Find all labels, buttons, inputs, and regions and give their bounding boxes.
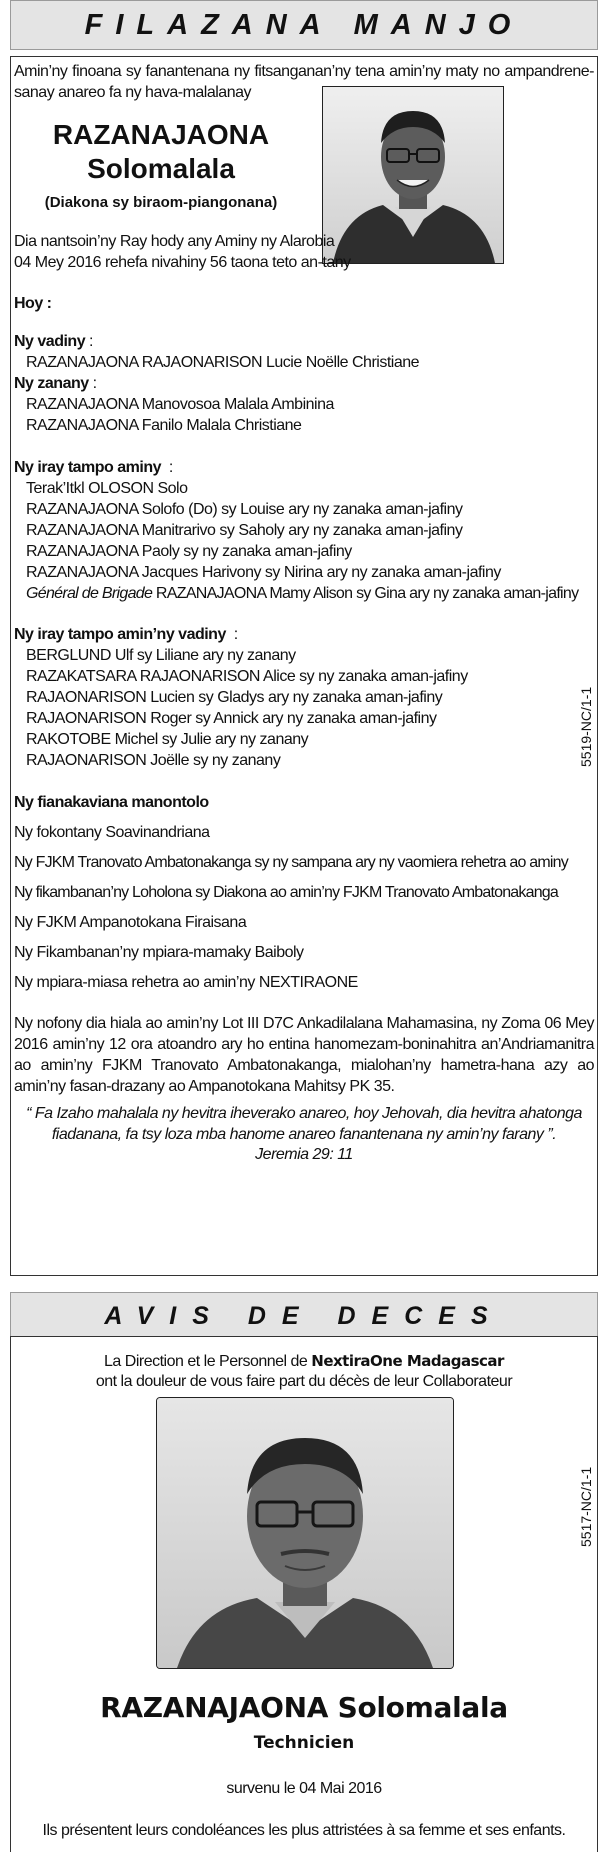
group-item: Ny fikambanan’ny Loholona sy Diakona ao amin’ny FJKM Tranovato Ambatonakanga <box>14 884 558 901</box>
notice1-header: FILAZANA MANJO <box>10 0 598 50</box>
sibling-item-general <box>26 584 578 604</box>
notice1-box <box>10 56 598 1276</box>
notice2-intro-line2: ont la douleur de vous faire part du décès de leur Collaborateur <box>95 1373 513 1390</box>
deceased-role: (Diakona sy biraom-piangonana) <box>44 194 278 211</box>
death-announcement-line2: 04 Mey 2016 rehefa nivahiny 56 taona teto an-tany <box>14 254 351 271</box>
inlaws-heading: Ny iray tampo amin’ny vadiny <box>14 626 226 643</box>
children-heading-row: Ny zanany : <box>14 375 97 392</box>
inlaw-item: RAKOTOBE Michel sy Julie ary ny zanany <box>26 731 309 748</box>
deceased-surname: RAZANAJAONA <box>52 119 270 150</box>
notice2-intro-line1 <box>11 1351 597 1372</box>
general-rank: Général de Brigade <box>26 585 153 602</box>
wife-name: RAZANAJAONA RAJAONARISON Lucie Noëlle Christiane <box>26 354 420 371</box>
sibling-item: RAZANAJAONA Paoly sy ny zanaka aman-jafiny <box>26 543 352 560</box>
hoy-label: Hoy : <box>14 295 52 312</box>
sibling-item: Terak’Itkl OLOSON Solo <box>26 480 188 497</box>
group-item: Ny Fikambanan’ny mpiara-mamaky Baiboly <box>14 944 304 961</box>
children-heading: Ny zanany <box>14 375 89 392</box>
inlaws-heading-row: Ny iray tampo amin’ny vadiny : <box>14 626 238 643</box>
inlaw-item: RAJAONARISON Joëlle sy ny zanany <box>26 752 281 769</box>
child-item: RAZANAJAONA Fanilo Malala Christiane <box>26 417 302 434</box>
general-name: RAZANAJAONA Mamy Alison sy Gina ary ny zanaka aman-jafiny <box>155 585 579 602</box>
death-date-line: survenu le 04 Mai 2016 <box>226 1780 382 1797</box>
group-item: Ny mpiara-miasa rehetra ao amin’ny NEXTIRAONE <box>14 974 358 991</box>
notice1-ref-code: 5519-NC/1-1 <box>578 686 594 767</box>
deceased-job-title: Technicien <box>253 1733 355 1753</box>
notice2-header: AVIS DE DECES <box>10 1292 598 1340</box>
condolence-line: Ils présentent leurs condoléances les plus attristées à sa femme et ses enfants. <box>42 1822 566 1839</box>
notice1-intro: Amin’ny finoana sy fanantenana ny fitsanganan’ny tena amin’ny maty no ampandrene-sanay anareo fa ny hava-malalanay <box>14 63 594 101</box>
siblings-heading: Ny iray tampo aminy <box>14 459 161 476</box>
funeral-details: Ny nofony dia hiala ao amin’ny Lot III D7C Ankadilalana Mahamasina, ny Zoma 06 Mey 2016 amin’ny 12 ora atoandro ary ho entina hanomezam-boninahitra an’Andriamanitra ao amin’ny FJKM Tranovato Ambatonakanga, mialohan’ny hametra-hana azy ao amin’ny fasan-drazany ao Ampanotokana Mahitsy PK 35. <box>14 1015 594 1095</box>
portrait-2-illustration <box>157 1398 453 1668</box>
inlaw-item: RAJAONARISON Lucien sy Gladys ary ny zanaka aman-jafiny <box>26 689 443 706</box>
bible-quote-reference: Jeremia 29: 11 <box>255 1146 353 1163</box>
sibling-item: RAZANAJAONA Manitrarivo sy Saholy ary ny zanaka aman-jafiny <box>26 522 463 539</box>
notice2-box <box>10 1336 598 1852</box>
inlaw-item: RAJAONARISON Roger sy Annick ary ny zanaka aman-jafiny <box>26 710 437 727</box>
deceased-firstname: Solomalala <box>87 153 235 184</box>
inlaw-item: BERGLUND Ulf sy Liliane ary ny zanany <box>26 647 296 664</box>
company-name: NextiraOne Madagascar <box>311 1352 504 1370</box>
wife-heading-row: Ny vadiny : <box>14 333 93 350</box>
group-item: Ny FJKM Tranovato Ambatonakanga sy ny sampana ary ny vaomiera rehetra ao aminy <box>14 854 568 871</box>
group-item: Ny FJKM Ampanotokana Firaisana <box>14 914 247 931</box>
portrait-1-illustration <box>323 87 503 263</box>
bible-quote: “ Fa Izaho mahalala ny hevitra iheverako anareo, hoy Jehovah, dia hevitra ahatonga fiadanana, fa tsy loza mba hanome anareo fanantenana ny amin’ny farany ”. <box>26 1105 582 1143</box>
wife-heading: Ny vadiny <box>14 333 86 350</box>
deceased-full-name: RAZANAJAONA Solomalala <box>100 1691 508 1724</box>
inlaw-item: RAZAKATSARA RAJAONARISON Alice sy ny zanaka aman-jafiny <box>26 668 468 685</box>
group-item: Ny fokontany Soavinandriana <box>14 824 210 841</box>
portrait-photo-2 <box>156 1397 454 1669</box>
sibling-item: RAZANAJAONA Solofo (Do) sy Louise ary ny zanaka aman-jafiny <box>26 501 463 518</box>
portrait-photo-1 <box>322 86 504 264</box>
child-item: RAZANAJAONA Manovosoa Malala Ambinina <box>26 396 334 413</box>
notice2-intro-prefix: La Direction et le Personnel de <box>104 1353 308 1370</box>
sibling-item: RAZANAJAONA Jacques Harivony sy Nirina ary ny zanaka aman-jafiny <box>26 564 501 581</box>
death-announcement-line1: Dia nantsoin’ny Ray hody any Aminy ny Alarobia <box>14 233 335 250</box>
family-heading: Ny fianakaviana manontolo <box>14 794 209 811</box>
siblings-heading-row: Ny iray tampo aminy : <box>14 459 173 476</box>
notice2-ref-code: 5517-NC/1-1 <box>578 1466 594 1547</box>
